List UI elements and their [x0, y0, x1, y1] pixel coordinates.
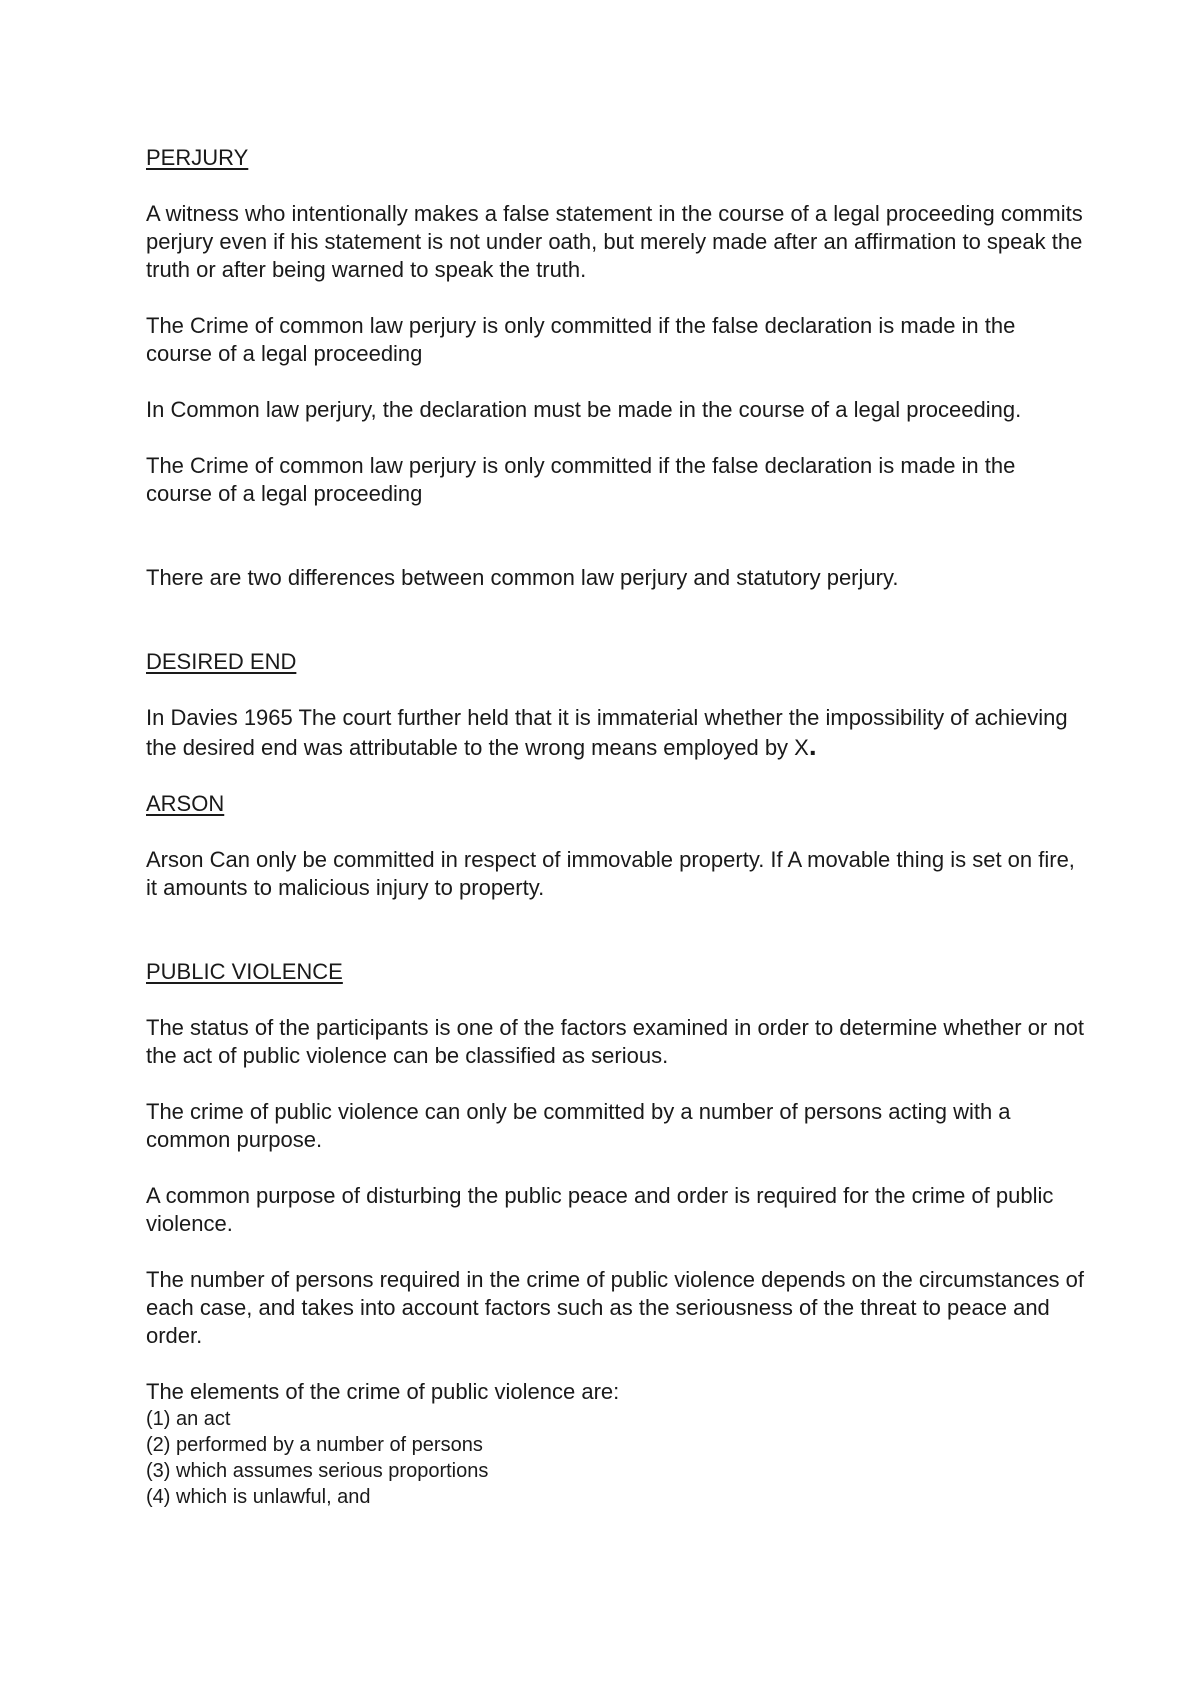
perjury-paragraph-5: There are two differences between common law perjury and statutory perjury.: [146, 565, 899, 590]
perjury-paragraph-3: In Common law perjury, the declaration must be made in the course of a legal proceeding.: [146, 397, 1022, 422]
public-violence-paragraph-3: A common purpose of disturbing the public peace and order is required for the crime of public violence.: [146, 1183, 1054, 1236]
document-page: [146, 144, 1086, 1510]
perjury-paragraph-1: A witness who intentionally makes a false statement in the course of a legal proceeding commits perjury even if his statement is not under oath, but merely made after an affirmation to speak the truth or after being warned to speak the truth.: [146, 201, 1083, 282]
public-violence-elements-intro: The elements of the crime of public violence are:: [146, 1379, 620, 1404]
perjury-paragraph-4: The Crime of common law perjury is only committed if the false declaration is made in the course of a legal proceeding: [146, 453, 1016, 506]
public-violence-elements-list: [146, 1406, 1086, 1510]
public-violence-paragraph-2: The crime of public violence can only be committed by a number of persons acting with a common purpose.: [146, 1099, 1011, 1152]
arson-paragraph: Arson Can only be committed in respect of immovable property. If A movable thing is set on fire, it amounts to malicious injury to property.: [146, 847, 1075, 900]
list-item: (2) performed by a number of persons: [146, 1434, 483, 1456]
desired-end-paragraph: [146, 704, 1086, 762]
section-heading-desired-end: DESIRED END: [146, 649, 297, 674]
section-heading-perjury: PERJURY: [146, 145, 249, 170]
perjury-paragraph-2: The Crime of common law perjury is only committed if the false declaration is made in the course of a legal proceeding: [146, 313, 1016, 366]
list-item: (1) an act: [146, 1408, 231, 1430]
section-heading-public-violence: PUBLIC VIOLENCE: [146, 959, 343, 984]
public-violence-paragraph-1: The status of the participants is one of the factors examined in order to determine whether or not the act of public violence can be classified as serious.: [146, 1015, 1084, 1068]
list-item: (3) which assumes serious proportions: [146, 1460, 489, 1482]
list-item: (4) which is unlawful, and: [146, 1486, 371, 1508]
desired-end-text: In Davies 1965 The court further held that it is immaterial whether the impossibility of achieving the desired end was attributable to the wrong means employed by X: [146, 705, 1068, 760]
desired-end-period: .: [808, 730, 817, 761]
section-heading-arson: ARSON: [146, 791, 225, 816]
public-violence-paragraph-4: The number of persons required in the crime of public violence depends on the circumstances of each case, and takes into account factors such as the seriousness of the threat to peace and order.: [146, 1267, 1084, 1348]
